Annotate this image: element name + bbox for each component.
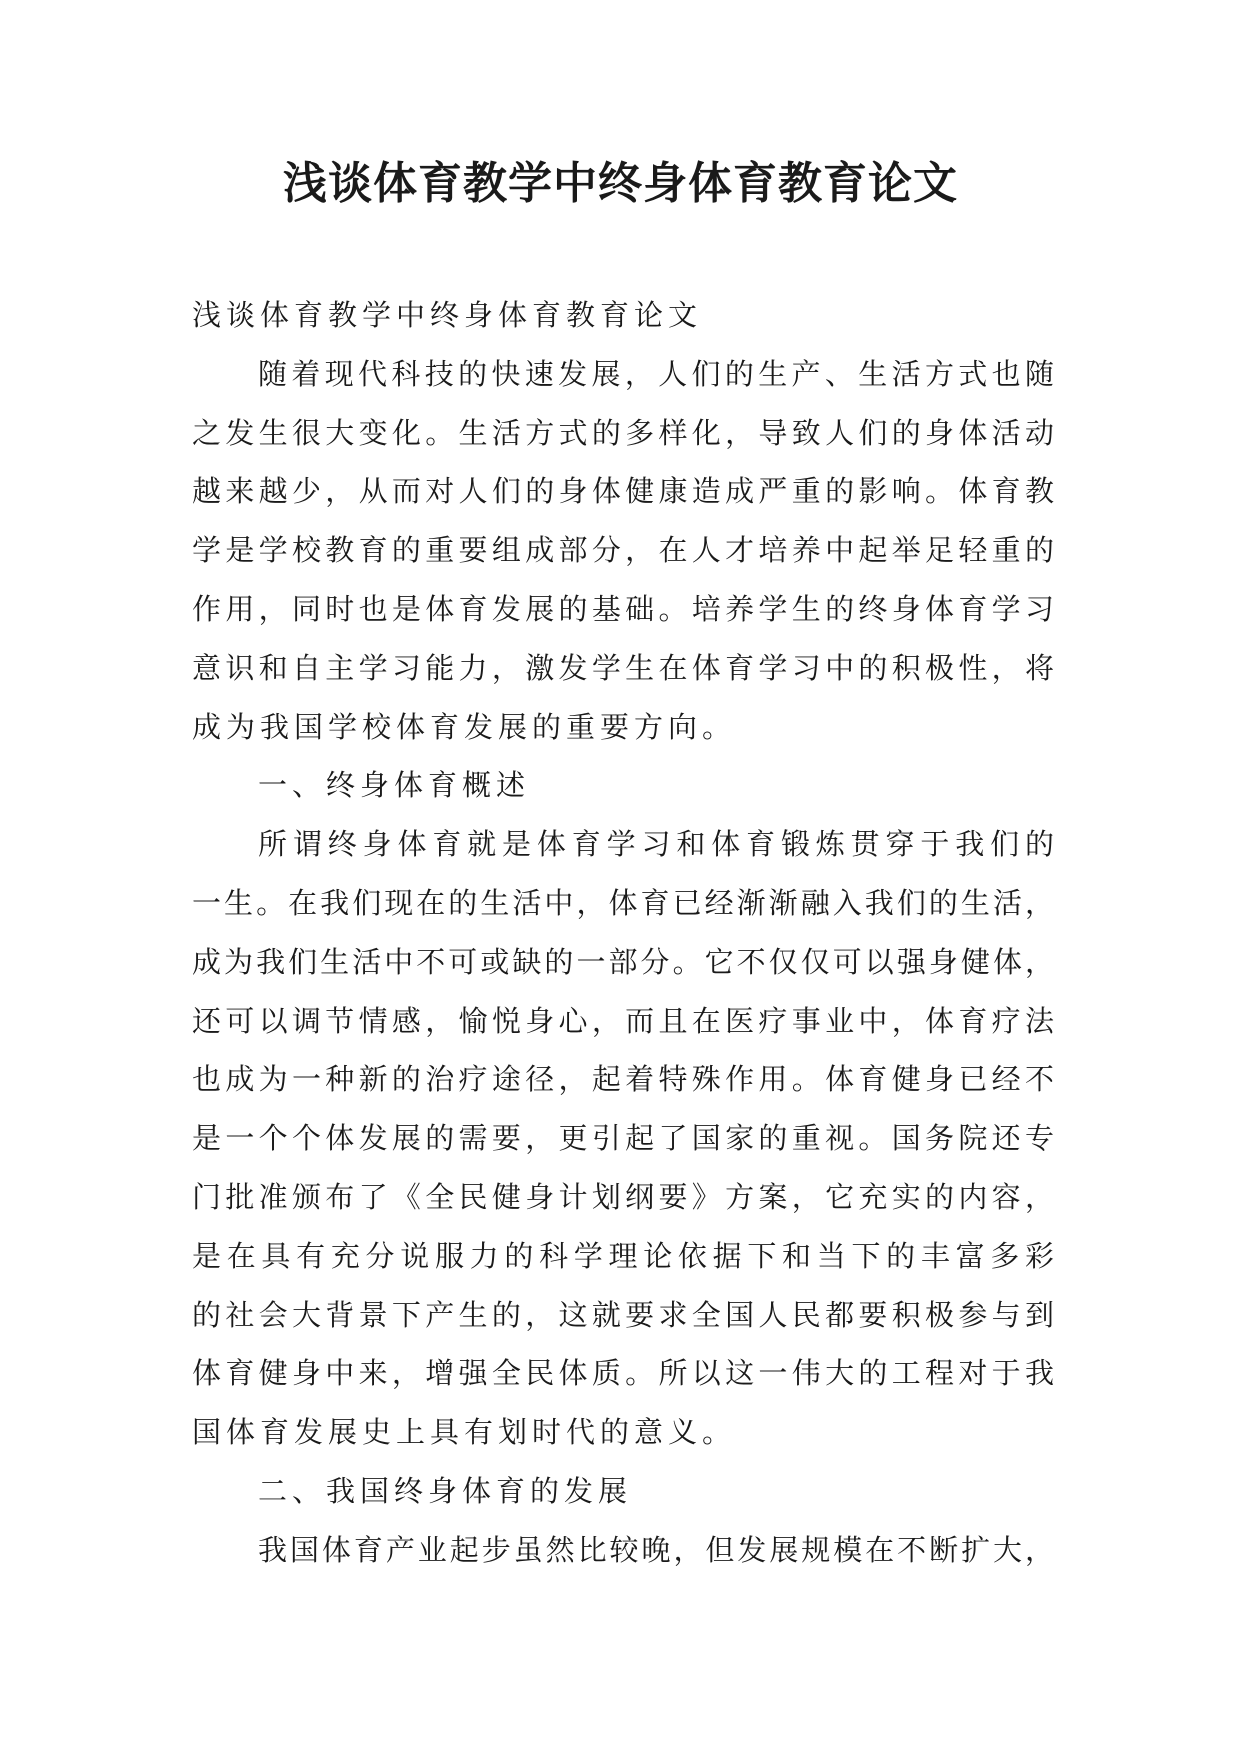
text-line: 越来越少，从而对人们的身体健康造成严重的影响。体育教 bbox=[192, 474, 1054, 509]
text-line: 成为我国学校体育发展的重要方向。 bbox=[192, 709, 737, 744]
text-line: 还可以调节情感，愉悦身心，而且在医疗事业中，体育疗法 bbox=[192, 1003, 1054, 1038]
text-line: 成为我们生活中不可或缺的一部分。它不仅仅可以强身健体， bbox=[192, 944, 1054, 979]
text-line: 是在具有充分说服力的科学理论依据下和当下的丰富多彩 bbox=[192, 1238, 1054, 1273]
text-line: 我国体育产业起步虽然比较晚，但发展规模在不断扩大， bbox=[258, 1532, 1054, 1567]
text-line: 浅谈体育教学中终身体育教育论文 bbox=[192, 298, 703, 332]
text-line: 随着现代科技的快速发展，人们的生产、生活方式也随 bbox=[258, 356, 1054, 391]
section-heading: 一、终身体育概述 bbox=[258, 768, 531, 803]
document-title: 浅谈体育教学中终身体育教育论文 bbox=[283, 158, 958, 209]
text-line: 之发生很大变化。生活方式的多样化，导致人们的身体活动 bbox=[192, 415, 1054, 450]
text-line: 学是学校教育的重要组成部分，在人才培养中起举足轻重的 bbox=[192, 533, 1054, 568]
text-line: 一生。在我们现在的生活中，体育已经渐渐融入我们的生活， bbox=[192, 885, 1054, 920]
document-body bbox=[192, 286, 1054, 1580]
text-line: 国体育发展史上具有划时代的意义。 bbox=[192, 1415, 737, 1450]
text-line: 门批准颁布了《全民健身计划纲要》方案，它充实的内容， bbox=[192, 1179, 1054, 1214]
text-line: 也成为一种新的治疗途径，起着特殊作用。体育健身已经不 bbox=[192, 1062, 1054, 1097]
section-heading: 二、我国终身体育的发展 bbox=[258, 1473, 633, 1508]
text-line: 作用，同时也是体育发展的基础。培养学生的终身体育学习 bbox=[192, 591, 1054, 626]
text-line: 的社会大背景下产生的，这就要求全国人民都要积极参与到 bbox=[192, 1297, 1054, 1332]
text-line: 是一个个体发展的需要，更引起了国家的重视。国务院还专 bbox=[192, 1121, 1054, 1156]
text-line: 所谓终身体育就是体育学习和体育锻炼贯穿于我们的 bbox=[258, 827, 1054, 862]
text-line: 意识和自主学习能力，激发学生在体育学习中的积极性，将 bbox=[192, 650, 1054, 685]
text-line: 体育健身中来，增强全民体质。所以这一伟大的工程对于我 bbox=[192, 1356, 1054, 1391]
